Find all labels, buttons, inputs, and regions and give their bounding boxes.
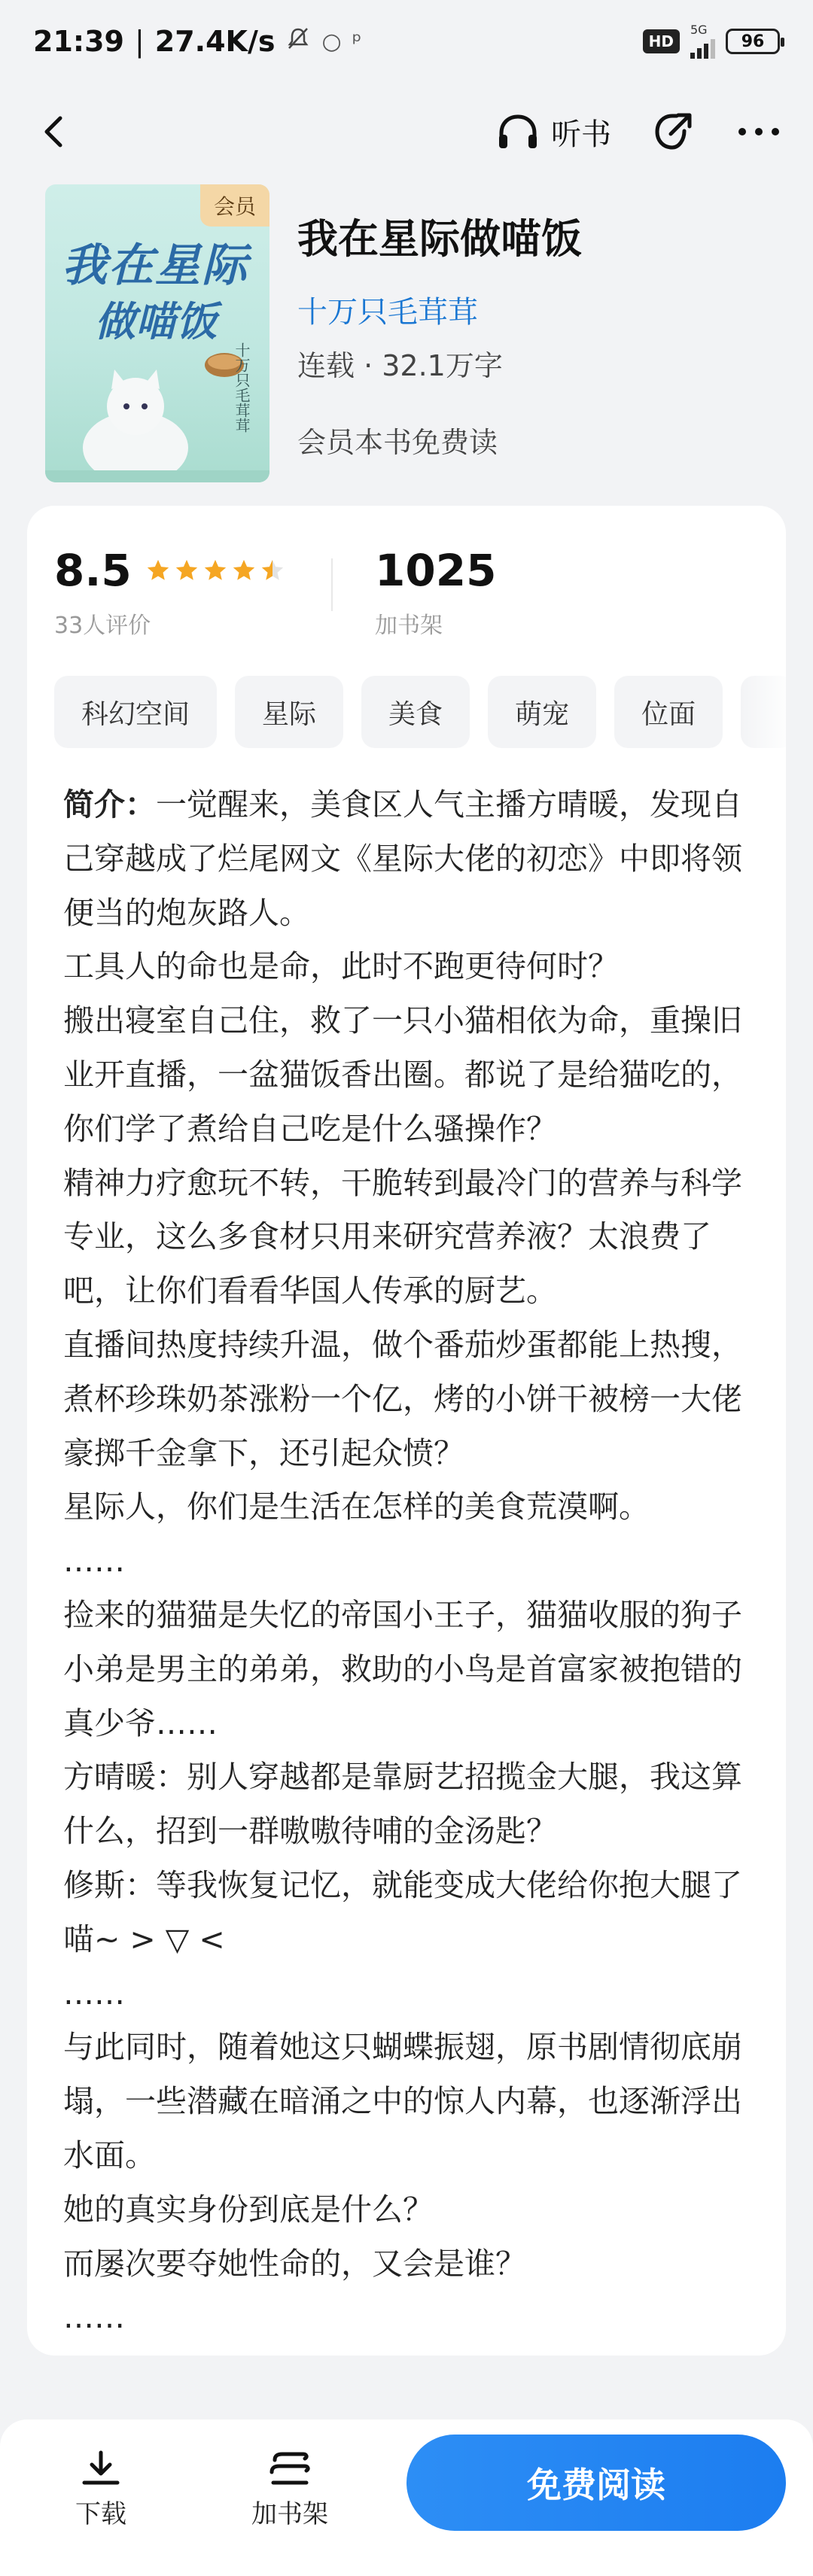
- book-status: 连载 · 32.1万字: [297, 349, 503, 382]
- synopsis-paragraph: 直播间热度持续升温，做个番茄炒蛋都能上热搜，煮杯珍珠奶茶涨粉一个亿，烤的小饼干被榜一大佬豪掷千金拿下，还引起众愤？: [63, 1326, 742, 1471]
- synopsis-paragraph: ……: [63, 1975, 125, 2012]
- synopsis: [63, 778, 756, 2345]
- detail-card: [27, 506, 786, 2356]
- free-read-button[interactable]: 免费阅读: [406, 2435, 786, 2531]
- synopsis-paragraph: 而屡次要夺她性命的，又会是谁？: [63, 2245, 526, 2282]
- synopsis-paragraph: 星际人，你们是生活在怎样的美食荒漠啊。: [63, 1489, 650, 1525]
- half-star-icon: [260, 558, 285, 583]
- rating-score: 8.5: [54, 545, 132, 596]
- net-speed: 27.4K/s: [154, 25, 276, 58]
- bookshelf-icon: [267, 2450, 312, 2487]
- rating-count: 33人评价: [54, 613, 151, 639]
- synopsis-paragraph: 方晴暖：别人穿越都是靠厨艺招揽金大腿，我这算什么，招到一群嗷嗷待哺的金汤匙？: [63, 1759, 742, 1850]
- synopsis-paragraph: 修斯：等我恢复记忆，就能变成大佬给你抱大腿了喵~ > ▽ <: [63, 1866, 742, 1957]
- nav-actions: [495, 108, 783, 156]
- shelf-count: 1025: [375, 545, 497, 596]
- vip-free-note: 会员本书免费读: [297, 426, 498, 459]
- signal-icon: [690, 24, 715, 59]
- star-icon: [202, 558, 228, 583]
- synopsis-paragraph: ……: [63, 1543, 125, 1580]
- signal-bars: [690, 36, 715, 59]
- synopsis-paragraph: 工具人的命也是命，此时不跑更待何时？: [63, 948, 619, 985]
- add-shelf-label: 加书架: [251, 2499, 328, 2529]
- shelf-stat-block: [375, 545, 496, 640]
- cover-title-line1: 我在星际: [62, 239, 248, 292]
- synopsis-paragraph: ……: [63, 2299, 125, 2336]
- synopsis-paragraph: 搬出寝室自己住，救了一只小猫相依为命，重操旧业开直播，一盆猫饭香出圈。都说了是给猫吃的，你们学了煮给自己吃是什么骚操作？: [63, 1002, 742, 1147]
- tag-item[interactable]: 萌宠: [488, 676, 596, 748]
- synopsis-paragraph: 简介：一觉醒来，美食区人气主播方晴暖，发现自己穿越成了烂尾网文《星际大佬的初恋》中即将领便当的炮灰路人。: [63, 786, 742, 931]
- back-arrow-icon: [39, 114, 69, 150]
- star-icon: [145, 558, 171, 583]
- book-author-link[interactable]: 十万只毛茸茸: [297, 295, 478, 330]
- listen-label: 听书: [551, 117, 611, 152]
- synopsis-paragraph: 她的真实身份到底是什么？: [63, 2191, 434, 2228]
- vip-badge: 会员: [200, 184, 269, 227]
- star-icon: [231, 558, 257, 583]
- book-cover[interactable]: [45, 184, 269, 482]
- share-icon: [650, 108, 696, 155]
- status-bar: [0, 0, 813, 83]
- share-button[interactable]: [649, 108, 697, 156]
- bottom-action-bar: [0, 2419, 813, 2576]
- shelf-count-label: 加书架: [375, 613, 443, 639]
- top-nav: [0, 90, 813, 173]
- status-separator: |: [134, 25, 145, 58]
- download-label: 下载: [75, 2499, 126, 2529]
- battery-icon: [726, 29, 780, 54]
- synopsis-paragraph: 捡来的猫猫是失忆的帝国小王子，猫猫收服的狗子小弟是男主的弟弟，救助的小鸟是首富家被抱错的真少爷……: [63, 1596, 742, 1741]
- status-right: [643, 24, 780, 59]
- network-type: 5G: [690, 23, 708, 37]
- stat-divider: [331, 558, 333, 611]
- tag-item[interactable]: 美食: [361, 676, 470, 748]
- cover-author: 十万只毛茸茸: [233, 342, 251, 433]
- tag-item[interactable]: 星际: [235, 676, 343, 748]
- download-icon: [80, 2450, 122, 2487]
- tag-list: [54, 676, 786, 748]
- headphones-icon: [495, 112, 540, 151]
- status-left: [33, 25, 362, 58]
- cover-title-line2: 做喵饭: [95, 298, 217, 345]
- app-p-icon: ᵖ: [352, 28, 362, 55]
- synopsis-label: 简介：: [63, 786, 156, 823]
- star-icon: [174, 558, 199, 583]
- download-button[interactable]: [75, 2450, 126, 2530]
- tag-item[interactable]: 科幻空间: [54, 676, 217, 748]
- hd-badge: HD: [643, 29, 680, 53]
- back-button[interactable]: [30, 108, 78, 156]
- battery-level: 96: [741, 32, 765, 51]
- status-time: 21:39: [33, 25, 124, 58]
- mute-icon: [285, 26, 311, 57]
- listen-button[interactable]: [495, 111, 611, 154]
- synopsis-paragraph: 精神力疗愈玩不转，干脆转到最冷门的营养与科学专业，这么多食材只用来研究营养液？太浪费了吧，让你们看看华国人传承的厨艺。: [63, 1164, 742, 1309]
- book-header: [45, 184, 783, 459]
- notification-dot-icon: ○: [321, 28, 342, 55]
- rating-stars: [145, 558, 285, 583]
- more-dots-icon: [736, 126, 781, 138]
- rating-block[interactable]: [54, 545, 285, 640]
- more-button[interactable]: [735, 108, 783, 156]
- tag-item[interactable]: 位面: [614, 676, 723, 748]
- add-shelf-button[interactable]: [251, 2450, 328, 2530]
- synopsis-paragraph: 与此同时，随着她这只蝴蝶振翅，原书剧情彻底崩塌，一些潜藏在暗涌之中的惊人内幕，也逐渐浮出水面。: [63, 2029, 742, 2173]
- tag-overflow-fade: [741, 676, 786, 748]
- book-title: 我在星际做喵饭: [297, 215, 582, 263]
